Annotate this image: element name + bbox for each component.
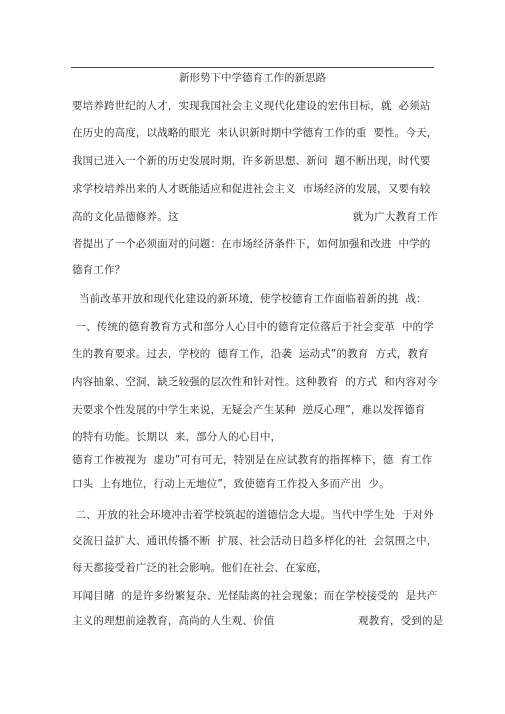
body-line: 的特有功能。长期以 来，部分人的心目中， xyxy=(72,431,282,443)
body-line: 德育工作被视为 虚功”可有可无，特别是在应试教育的指挥棒下，德 育工作 xyxy=(72,454,433,466)
body-line: 每天都接受着广泛的社会影响。他们在社会、在家庭， xyxy=(72,562,328,574)
body-line: 要培养跨世纪的人才，实现我国社会主义现代化建设的宏伟目标，就 必须站 xyxy=(72,100,431,112)
body-line: 我国已进入一个新的历史发展时期，许多新思想、新问 题不断出现，时代要 xyxy=(72,155,431,167)
header-rule xyxy=(71,67,434,68)
body-line: 二、开放的社会环境冲击着学校筑起的道德信念大堤。当代中学生处 于对外 xyxy=(72,509,434,521)
body-line: 当前改革开放和现代化建设的新环境，使学校德育工作面临着新的挑 战： xyxy=(72,293,427,305)
body-line: 求学校培养出来的人才既能适应和促进社会主义 市场经济的发展，又要有较 xyxy=(72,183,431,195)
body-line: 主义的理想前途教育，高尚的人生观、价值 观教育，受到的是 xyxy=(72,615,444,627)
body-line: 在历史的高度，以战略的眼光 来认识新时期中学德育工作的重 要性。今天， xyxy=(72,127,438,139)
body-line: 口头 上有地位，行动上无地位”，致使德育工作投入多而产出 少。 xyxy=(72,478,390,490)
body-line: 内容抽象、空洞，缺乏较强的层次性和针对性。这种教育 的方式 和内容对今 xyxy=(72,376,438,388)
body-line: 高的文化品德修养。这 就为广大教育工作 xyxy=(72,211,439,223)
body-line: 德育工作？ xyxy=(72,264,126,276)
body-line: 者提出了一个必须面对的问题：在市场经济条件下，如何加强和改进 中学的 xyxy=(72,238,431,250)
body-line: 交流日益扩大、通讯传播不断 扩展、社会活动日趋多样化的社 会氛围之中， xyxy=(72,535,438,547)
body-line: 天要求个性发展的中学生来说，无疑会产生某种 逆反心理”，难以发挥德育 xyxy=(72,404,426,416)
body-line: 一、传统的德育教育方式和部分人心目中的德育定位落后于社会变革 中的学 xyxy=(72,321,434,333)
body-line: 生的教育要求。过去，学校的 德育工作，沿袭 运动式”的教育 方式，教育 xyxy=(72,348,429,360)
document-title: 新形势下中学德育工作的新思路 xyxy=(179,72,326,84)
body-line: 耳闻目睹 的是许多纷繁复杂、光怪陆离的社会现象；而在学校接受的 是共产 xyxy=(72,590,438,602)
